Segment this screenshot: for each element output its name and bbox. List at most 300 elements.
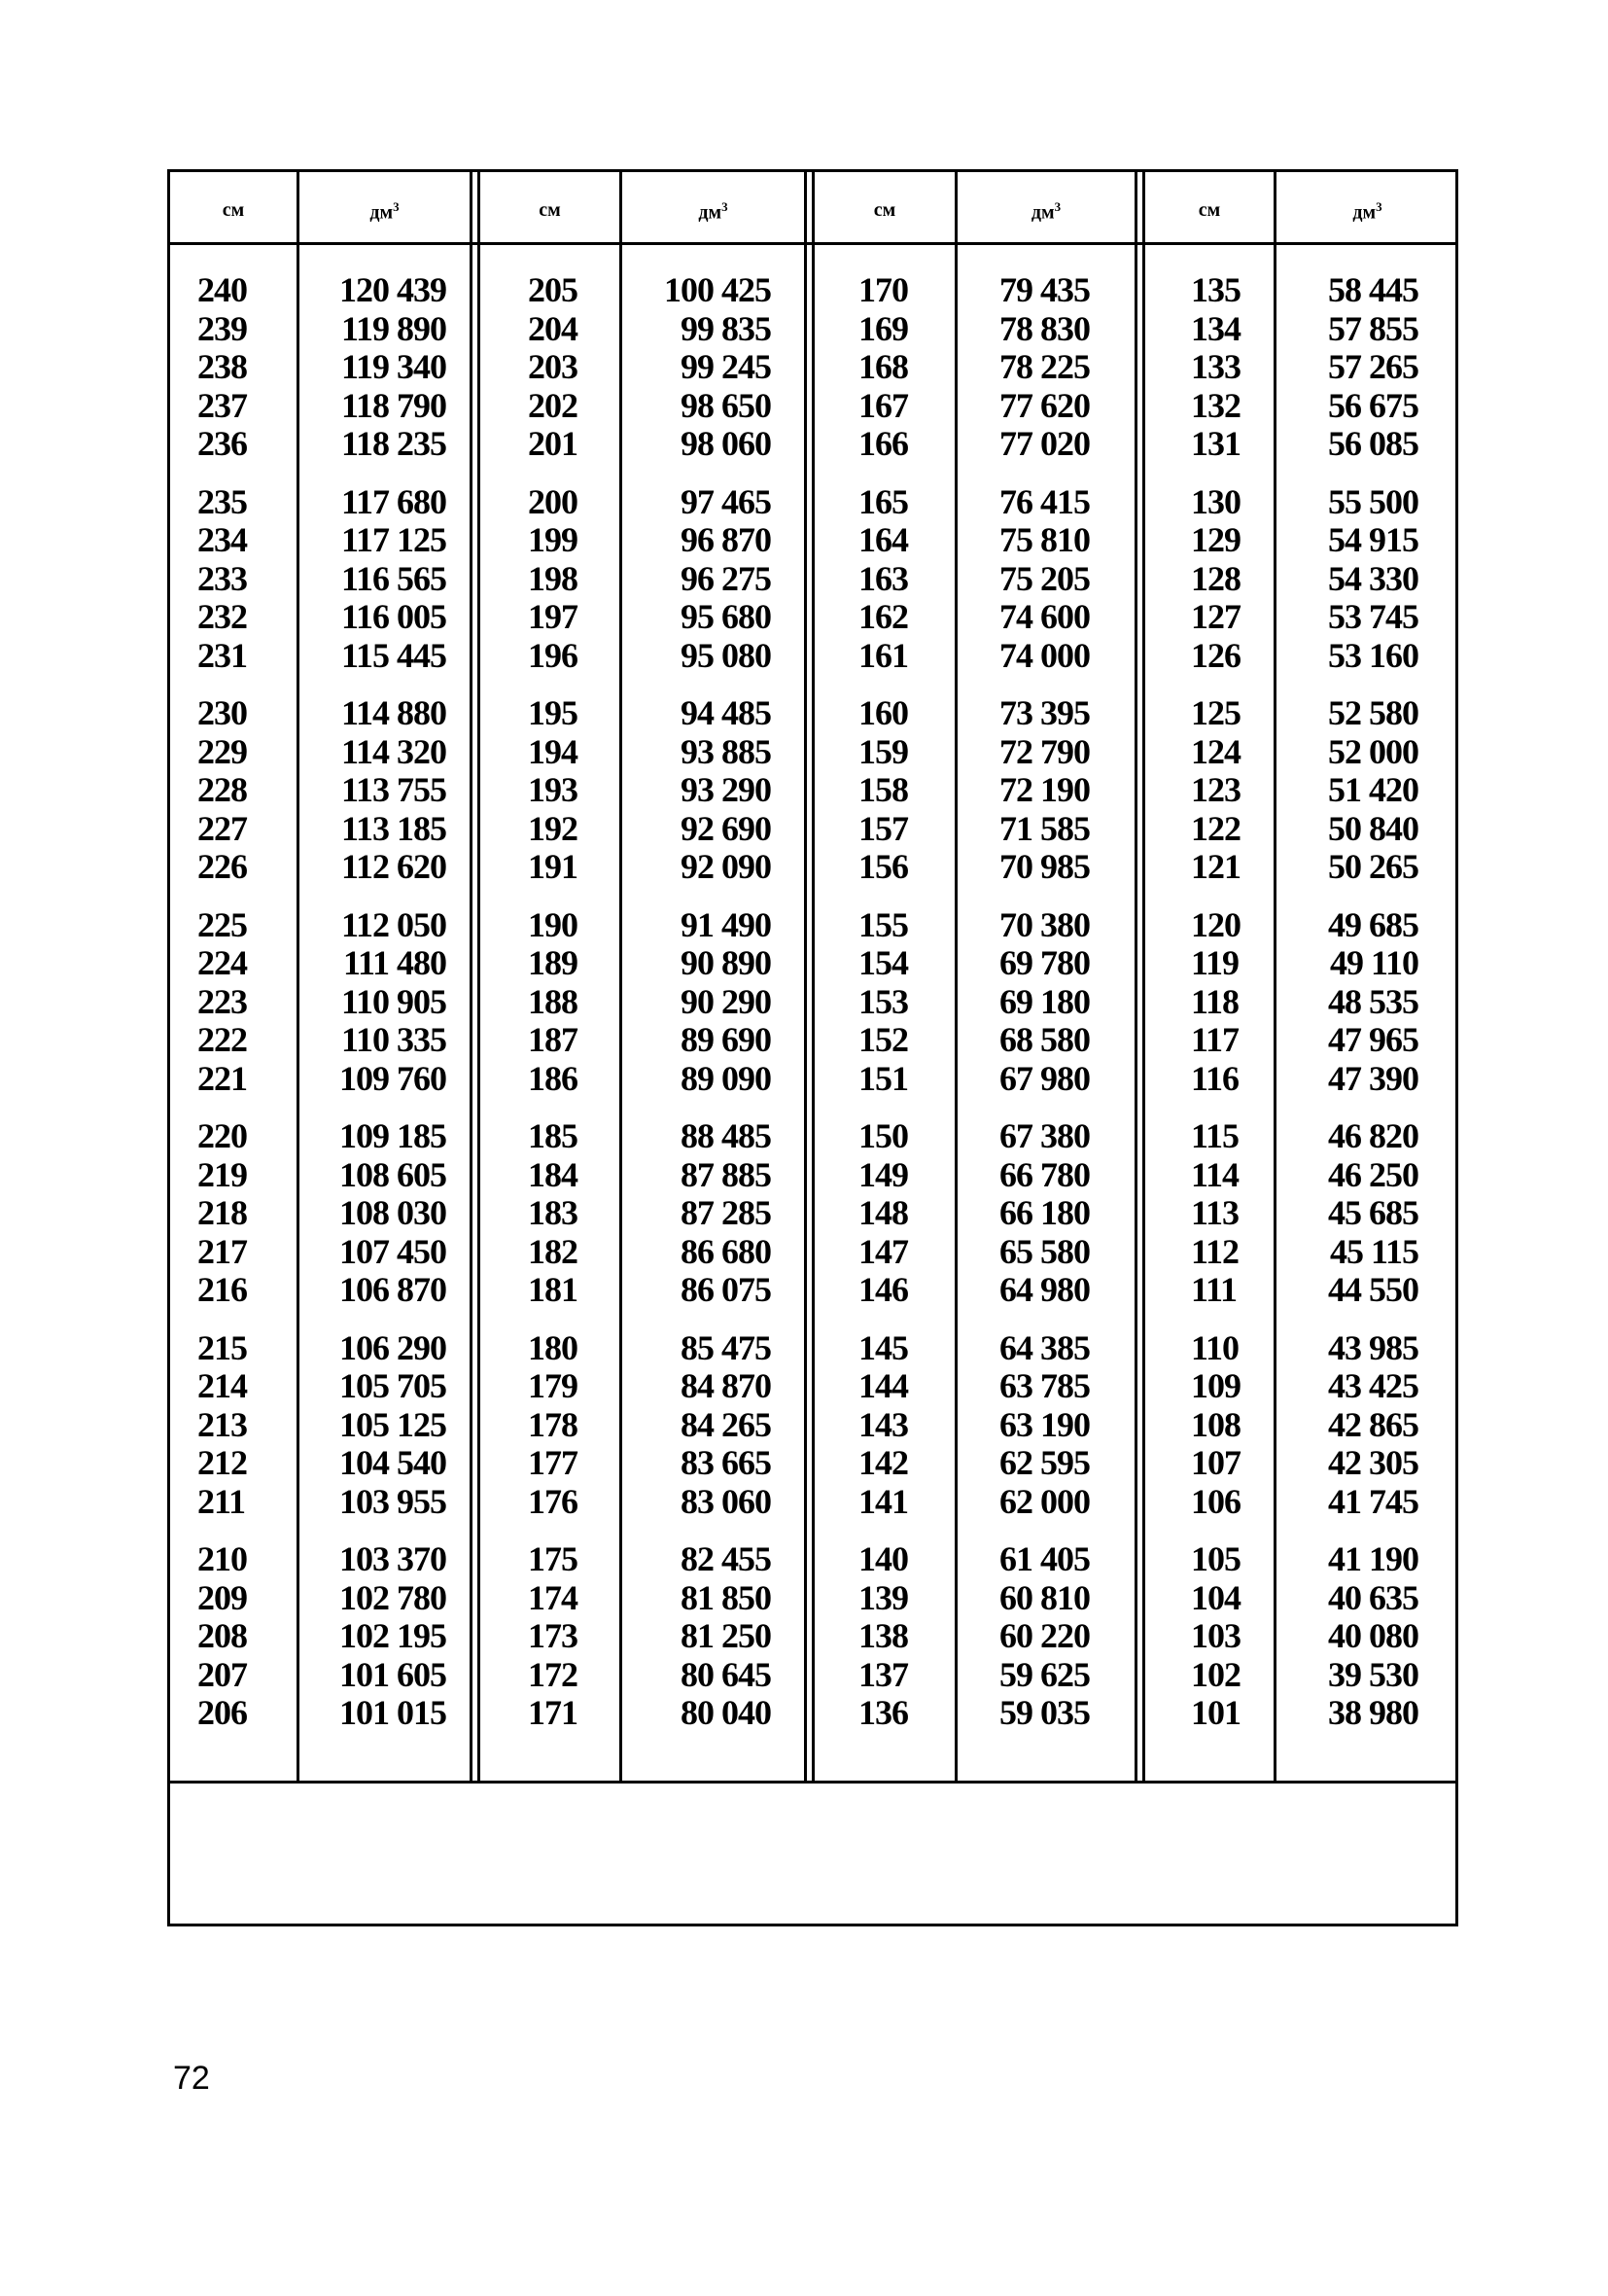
dm3-cell: 59 625 (999, 1654, 1090, 1694)
dm3-cell: 49 110 (1329, 943, 1418, 982)
dm3-cell: 106 870 (339, 1270, 446, 1309)
cm-cell: 105 (1191, 1539, 1241, 1578)
column-rule (955, 172, 958, 1781)
row-group (858, 1329, 952, 1522)
dm3-cell: 63 190 (999, 1404, 1090, 1444)
cm-cell: 148 (858, 1193, 908, 1232)
dm3-cell: 55 500 (1328, 481, 1418, 521)
dm3-cell: 38 980 (1328, 1693, 1418, 1732)
cm-cell: 142 (858, 1443, 908, 1482)
cm-cell: 146 (858, 1270, 908, 1309)
row-group (302, 906, 446, 1099)
cm-cell: 178 (528, 1404, 577, 1444)
cm-cell: 217 (197, 1231, 247, 1271)
header-dm3: $дм^3$ (1352, 199, 1382, 224)
cm-cell: 169 (858, 308, 908, 348)
cm-cell: 141 (858, 1481, 908, 1521)
dm3-cell: 114 320 (340, 731, 446, 771)
row-group (1278, 1329, 1418, 1522)
cm-cell: 203 (528, 347, 577, 386)
dm3-cell: 51 420 (1328, 770, 1418, 809)
dm3-cell: 39 530 (1328, 1654, 1418, 1694)
cm-cell: 123 (1191, 770, 1241, 809)
cm-cell: 109 (1191, 1366, 1241, 1405)
row-group (960, 483, 1090, 676)
cm-cell: 180 (528, 1327, 577, 1367)
row-group (197, 906, 291, 1099)
cm-cell: 221 (197, 1058, 247, 1098)
dm3-cell: 66 780 (999, 1154, 1090, 1194)
row-group (528, 271, 615, 464)
dm3-cell: 54 330 (1328, 558, 1418, 598)
cm-cell: 130 (1191, 481, 1241, 521)
dm3-cell: 49 685 (1328, 904, 1418, 944)
dm3-cell: 42 305 (1328, 1443, 1418, 1482)
cm-cell: 107 (1191, 1443, 1241, 1482)
cm-cell: 220 (197, 1116, 247, 1155)
dm3-cell: 72 190 (999, 770, 1090, 809)
dm3-cell: 86 680 (681, 1231, 771, 1271)
row-group (528, 483, 615, 676)
dm3-cell: 62 000 (999, 1481, 1090, 1521)
cm-cell: 125 (1191, 693, 1241, 732)
dm3-cell: 91 490 (681, 904, 771, 944)
cm-cell: 117 (1191, 1020, 1240, 1059)
cm-cell: 210 (197, 1539, 247, 1578)
row-group (625, 694, 771, 887)
dm3-cell: 48 535 (1328, 981, 1418, 1021)
cm-cell: 185 (528, 1116, 577, 1155)
row-group (625, 906, 771, 1099)
dm3-cell: 107 450 (339, 1231, 446, 1271)
cm-cell: 104 (1191, 1577, 1241, 1617)
cm-cell: 154 (858, 943, 908, 982)
dm3-column (625, 271, 771, 1752)
dm3-cell: 57 855 (1328, 308, 1418, 348)
row-group (1191, 1329, 1271, 1522)
cm-cell: 236 (197, 424, 247, 463)
cm-cell: 157 (858, 808, 908, 848)
block-double-rule (1135, 172, 1137, 1781)
dm3-cell: 119 340 (340, 347, 446, 386)
dm3-cell: 99 245 (681, 347, 771, 386)
cm-column (528, 271, 615, 1752)
cm-cell: 139 (858, 1577, 908, 1617)
dm3-cell: 82 455 (681, 1539, 771, 1578)
row-group (625, 1329, 771, 1522)
cm-cell: 168 (858, 347, 908, 386)
column-rule (297, 172, 299, 1781)
dm3-cell: 110 905 (340, 981, 446, 1021)
dm3-cell: 95 680 (681, 597, 771, 636)
cm-cell: 164 (858, 520, 908, 559)
cm-cell: 128 (1191, 558, 1241, 598)
cm-cell: 187 (528, 1020, 577, 1059)
row-group (528, 1329, 615, 1522)
dm3-cell: 96 870 (681, 520, 771, 559)
cm-cell: 174 (528, 1577, 577, 1617)
dm3-cell: 101 015 (339, 1693, 446, 1732)
dm3-cell: 94 485 (681, 693, 771, 732)
column-rule (1274, 172, 1276, 1781)
dm3-cell: 57 265 (1328, 347, 1418, 386)
cm-cell: 136 (858, 1693, 908, 1732)
dm3-cell: 116 005 (340, 597, 446, 636)
cm-cell: 175 (528, 1539, 577, 1578)
cm-cell: 161 (858, 635, 908, 675)
dm3-cell: 70 985 (999, 847, 1090, 886)
dm3-cell: 98 650 (681, 385, 771, 425)
dm3-cell: 83 665 (681, 1443, 771, 1482)
cm-cell: 172 (528, 1654, 577, 1694)
row-group (197, 1540, 291, 1733)
dm3-cell: 109 185 (339, 1116, 446, 1155)
cm-cell: 119 (1191, 943, 1240, 982)
cm-cell: 102 (1191, 1654, 1241, 1694)
cm-cell: 206 (197, 1693, 247, 1732)
dm3-cell: 120 439 (339, 270, 446, 309)
dm3-cell: 77 020 (999, 424, 1090, 463)
dm3-cell: 97 465 (681, 481, 771, 521)
dm3-cell: 95 080 (681, 635, 771, 675)
dm3-cell: 73 395 (999, 693, 1090, 732)
dm3-cell: 74 000 (999, 635, 1090, 675)
dm3-cell: 52 580 (1328, 693, 1418, 732)
dm3-cell: 46 820 (1328, 1116, 1418, 1155)
cm-cell: 127 (1191, 597, 1241, 636)
dm3-cell: 113 185 (340, 808, 446, 848)
dm3-cell: 92 690 (681, 808, 771, 848)
cm-cell: 234 (197, 520, 247, 559)
row-group (197, 1329, 291, 1522)
dm3-cell: 115 445 (340, 635, 446, 675)
dm3-cell: 54 915 (1328, 520, 1418, 559)
dm3-cell: 118 790 (340, 385, 446, 425)
cm-cell: 111 (1191, 1270, 1238, 1309)
dm3-cell: 68 580 (999, 1020, 1090, 1059)
row-group (960, 271, 1090, 464)
dm3-cell: 98 060 (681, 424, 771, 463)
dm3-cell: 46 250 (1328, 1154, 1418, 1194)
cm-cell: 103 (1191, 1616, 1241, 1655)
cm-cell: 218 (197, 1193, 247, 1232)
cm-cell: 132 (1191, 385, 1241, 425)
cm-column (1191, 271, 1271, 1752)
cm-cell: 223 (197, 981, 247, 1021)
dm3-cell: 102 780 (339, 1577, 446, 1617)
cm-cell: 229 (197, 731, 247, 771)
dm3-cell: 90 290 (681, 981, 771, 1021)
cm-cell: 151 (858, 1058, 908, 1098)
row-group (1278, 483, 1418, 676)
dm3-cell: 58 445 (1328, 270, 1418, 309)
dm3-cell: 72 790 (999, 731, 1090, 771)
cm-cell: 153 (858, 981, 908, 1021)
cm-cell: 215 (197, 1327, 247, 1367)
cm-cell: 176 (528, 1481, 577, 1521)
header-cm: см (539, 199, 561, 221)
dm3-cell: 87 285 (681, 1193, 771, 1232)
dm3-cell: 69 180 (999, 981, 1090, 1021)
dm3-cell: 65 580 (999, 1231, 1090, 1271)
header-cm: см (222, 199, 245, 221)
row-group (528, 1540, 615, 1733)
row-group (197, 694, 291, 887)
row-group (858, 483, 952, 676)
cm-cell: 163 (858, 558, 908, 598)
dm3-cell: 92 090 (681, 847, 771, 886)
cm-cell: 200 (528, 481, 577, 521)
row-group (528, 1117, 615, 1310)
page-number: 72 (173, 2060, 210, 2097)
dm3-cell: 116 565 (340, 558, 446, 598)
cm-cell: 226 (197, 847, 247, 886)
cm-cell: 144 (858, 1366, 908, 1405)
dm3-cell: 67 980 (999, 1058, 1090, 1098)
dm3-cell: 67 380 (999, 1116, 1090, 1155)
dm3-cell: 47 965 (1328, 1020, 1418, 1059)
cm-cell: 133 (1191, 347, 1241, 386)
dm3-cell: 71 585 (999, 808, 1090, 848)
cm-cell: 150 (858, 1116, 908, 1155)
cm-cell: 165 (858, 481, 908, 521)
cm-cell: 232 (197, 597, 247, 636)
cm-cell: 137 (858, 1654, 908, 1694)
dm3-cell: 74 600 (999, 597, 1090, 636)
cm-cell: 167 (858, 385, 908, 425)
row-group (1278, 1540, 1418, 1733)
cm-cell: 240 (197, 270, 247, 309)
cm-cell: 216 (197, 1270, 247, 1309)
dm3-cell: 53 745 (1328, 597, 1418, 636)
cm-cell: 120 (1191, 904, 1241, 944)
cm-cell: 205 (528, 270, 577, 309)
cm-cell: 225 (197, 904, 247, 944)
dm3-cell: 45 685 (1328, 1193, 1418, 1232)
cm-cell: 224 (197, 943, 247, 982)
row-group (1191, 906, 1271, 1099)
dm3-cell: 101 605 (339, 1654, 446, 1694)
dm3-cell: 110 335 (340, 1020, 446, 1059)
dm3-cell: 114 880 (340, 693, 446, 732)
cm-cell: 227 (197, 808, 247, 848)
dm3-cell: 52 000 (1328, 731, 1418, 771)
cm-cell: 219 (197, 1154, 247, 1194)
dm3-cell: 117 125 (340, 520, 446, 559)
dm3-cell: 89 090 (681, 1058, 771, 1098)
dm3-cell: 83 060 (681, 1481, 771, 1521)
row-group (528, 694, 615, 887)
row-group (302, 1540, 446, 1733)
cm-cell: 155 (858, 904, 908, 944)
dm3-cell: 43 425 (1328, 1366, 1418, 1405)
row-group (1191, 271, 1271, 464)
cm-cell: 192 (528, 808, 577, 848)
cm-cell: 231 (197, 635, 247, 675)
dm3-cell: 60 810 (999, 1577, 1090, 1617)
row-group (302, 694, 446, 887)
cm-cell: 184 (528, 1154, 577, 1194)
dm3-cell: 84 870 (681, 1366, 771, 1405)
cm-cell: 135 (1191, 270, 1241, 309)
dm3-cell: 78 225 (999, 347, 1090, 386)
dm3-cell: 41 745 (1328, 1481, 1418, 1521)
dm3-cell: 118 235 (340, 424, 446, 463)
row-group (1278, 1117, 1418, 1310)
row-group (302, 1117, 446, 1310)
dm3-cell: 80 040 (681, 1693, 771, 1732)
dm3-cell: 70 380 (999, 904, 1090, 944)
row-group (1278, 906, 1418, 1099)
dm3-cell: 66 180 (999, 1193, 1090, 1232)
row-group (197, 483, 291, 676)
dm3-column (960, 271, 1090, 1752)
dm3-cell: 102 195 (339, 1616, 446, 1655)
dm3-cell: 53 160 (1328, 635, 1418, 675)
dm3-cell: 105 125 (339, 1404, 446, 1444)
cm-cell: 233 (197, 558, 247, 598)
dm3-cell: 104 540 (339, 1443, 446, 1482)
block-double-rule (812, 172, 815, 1781)
cm-cell: 152 (858, 1020, 908, 1059)
cm-column (858, 271, 952, 1752)
cm-cell: 204 (528, 308, 577, 348)
cm-cell: 211 (197, 1481, 246, 1521)
dm3-cell: 59 035 (999, 1693, 1090, 1732)
cm-cell: 112 (1191, 1231, 1240, 1271)
column-rule (619, 172, 622, 1781)
cm-cell: 202 (528, 385, 577, 425)
cm-cell: 138 (858, 1616, 908, 1655)
cm-cell: 194 (528, 731, 577, 771)
dm3-cell: 69 780 (999, 943, 1090, 982)
row-group (1191, 1117, 1271, 1310)
dm3-cell: 45 115 (1329, 1231, 1418, 1271)
cm-cell: 189 (528, 943, 577, 982)
cm-cell: 159 (858, 731, 908, 771)
cm-cell: 156 (858, 847, 908, 886)
cm-cell: 197 (528, 597, 577, 636)
header-cm: см (873, 199, 896, 221)
dm3-cell: 100 425 (664, 270, 771, 309)
dm3-cell: 42 865 (1328, 1404, 1418, 1444)
row-group (960, 1117, 1090, 1310)
dm3-cell: 62 595 (999, 1443, 1090, 1482)
cm-cell: 196 (528, 635, 577, 675)
block-double-rule (804, 172, 807, 1781)
cm-cell: 114 (1191, 1154, 1240, 1194)
cm-cell: 207 (197, 1654, 247, 1694)
cm-cell: 118 (1191, 981, 1240, 1021)
cm-cell: 193 (528, 770, 577, 809)
cm-cell: 162 (858, 597, 908, 636)
row-group (625, 1117, 771, 1310)
cm-cell: 106 (1191, 1481, 1241, 1521)
cm-cell: 131 (1191, 424, 1241, 463)
dm3-cell: 60 220 (999, 1616, 1090, 1655)
cm-cell: 166 (858, 424, 908, 463)
row-group (625, 271, 771, 464)
cm-cell: 191 (528, 847, 577, 886)
dm3-cell: 64 385 (999, 1327, 1090, 1367)
header-dm3: $дм^3$ (1031, 199, 1062, 224)
cm-cell: 238 (197, 347, 247, 386)
row-group (302, 483, 446, 676)
row-group (1191, 483, 1271, 676)
dm3-cell: 87 885 (681, 1154, 771, 1194)
cm-cell: 129 (1191, 520, 1241, 559)
cm-cell: 145 (858, 1327, 908, 1367)
cm-cell: 199 (528, 520, 577, 559)
row-group (960, 1329, 1090, 1522)
dm3-cell: 90 890 (681, 943, 771, 982)
dm3-cell: 56 675 (1328, 385, 1418, 425)
row-group (302, 1329, 446, 1522)
cm-cell: 121 (1191, 847, 1241, 886)
cm-cell: 182 (528, 1231, 577, 1271)
cm-cell: 235 (197, 481, 247, 521)
cm-cell: 239 (197, 308, 247, 348)
dm3-cell: 50 840 (1328, 808, 1418, 848)
dm3-cell: 103 370 (339, 1539, 446, 1578)
dm3-cell: 75 810 (999, 520, 1090, 559)
cm-cell: 213 (197, 1404, 247, 1444)
dm3-cell: 64 980 (999, 1270, 1090, 1309)
row-group (960, 906, 1090, 1099)
dm3-cell: 77 620 (999, 385, 1090, 425)
cm-cell: 140 (858, 1539, 908, 1578)
dm3-cell: 81 250 (681, 1616, 771, 1655)
dm3-cell: 93 885 (681, 731, 771, 771)
row-group (858, 906, 952, 1099)
cm-cell: 143 (858, 1404, 908, 1444)
dm3-cell: 112 050 (340, 904, 446, 944)
dm3-cell: 40 080 (1328, 1616, 1418, 1655)
row-group (960, 694, 1090, 887)
dm3-cell: 84 265 (681, 1404, 771, 1444)
row-group (625, 483, 771, 676)
dm3-cell: 78 830 (999, 308, 1090, 348)
dm3-column (302, 271, 446, 1752)
dm3-cell: 43 985 (1328, 1327, 1418, 1367)
cm-cell: 134 (1191, 308, 1241, 348)
dm3-cell: 63 785 (999, 1366, 1090, 1405)
header-dm3: $дм^3$ (698, 199, 728, 224)
cm-cell: 201 (528, 424, 577, 463)
dm3-cell: 108 030 (339, 1193, 446, 1232)
dm3-cell: 88 485 (681, 1116, 771, 1155)
cm-cell: 149 (858, 1154, 908, 1194)
dm3-cell: 50 265 (1328, 847, 1418, 886)
dm3-cell: 56 085 (1328, 424, 1418, 463)
cm-cell: 124 (1191, 731, 1241, 771)
row-group (858, 1117, 952, 1310)
dm3-cell: 86 075 (681, 1270, 771, 1309)
cm-cell: 147 (858, 1231, 908, 1271)
row-group (960, 1540, 1090, 1733)
cm-cell: 228 (197, 770, 247, 809)
dm3-cell: 40 635 (1328, 1577, 1418, 1617)
dm3-cell: 106 290 (339, 1327, 446, 1367)
dm3-cell: 89 690 (681, 1020, 771, 1059)
dm3-cell: 79 435 (999, 270, 1090, 309)
cm-cell: 186 (528, 1058, 577, 1098)
row-group (197, 1117, 291, 1310)
dm3-cell: 113 755 (340, 770, 446, 809)
cm-cell: 222 (197, 1020, 247, 1059)
dm3-cell: 96 275 (681, 558, 771, 598)
row-group (858, 694, 952, 887)
